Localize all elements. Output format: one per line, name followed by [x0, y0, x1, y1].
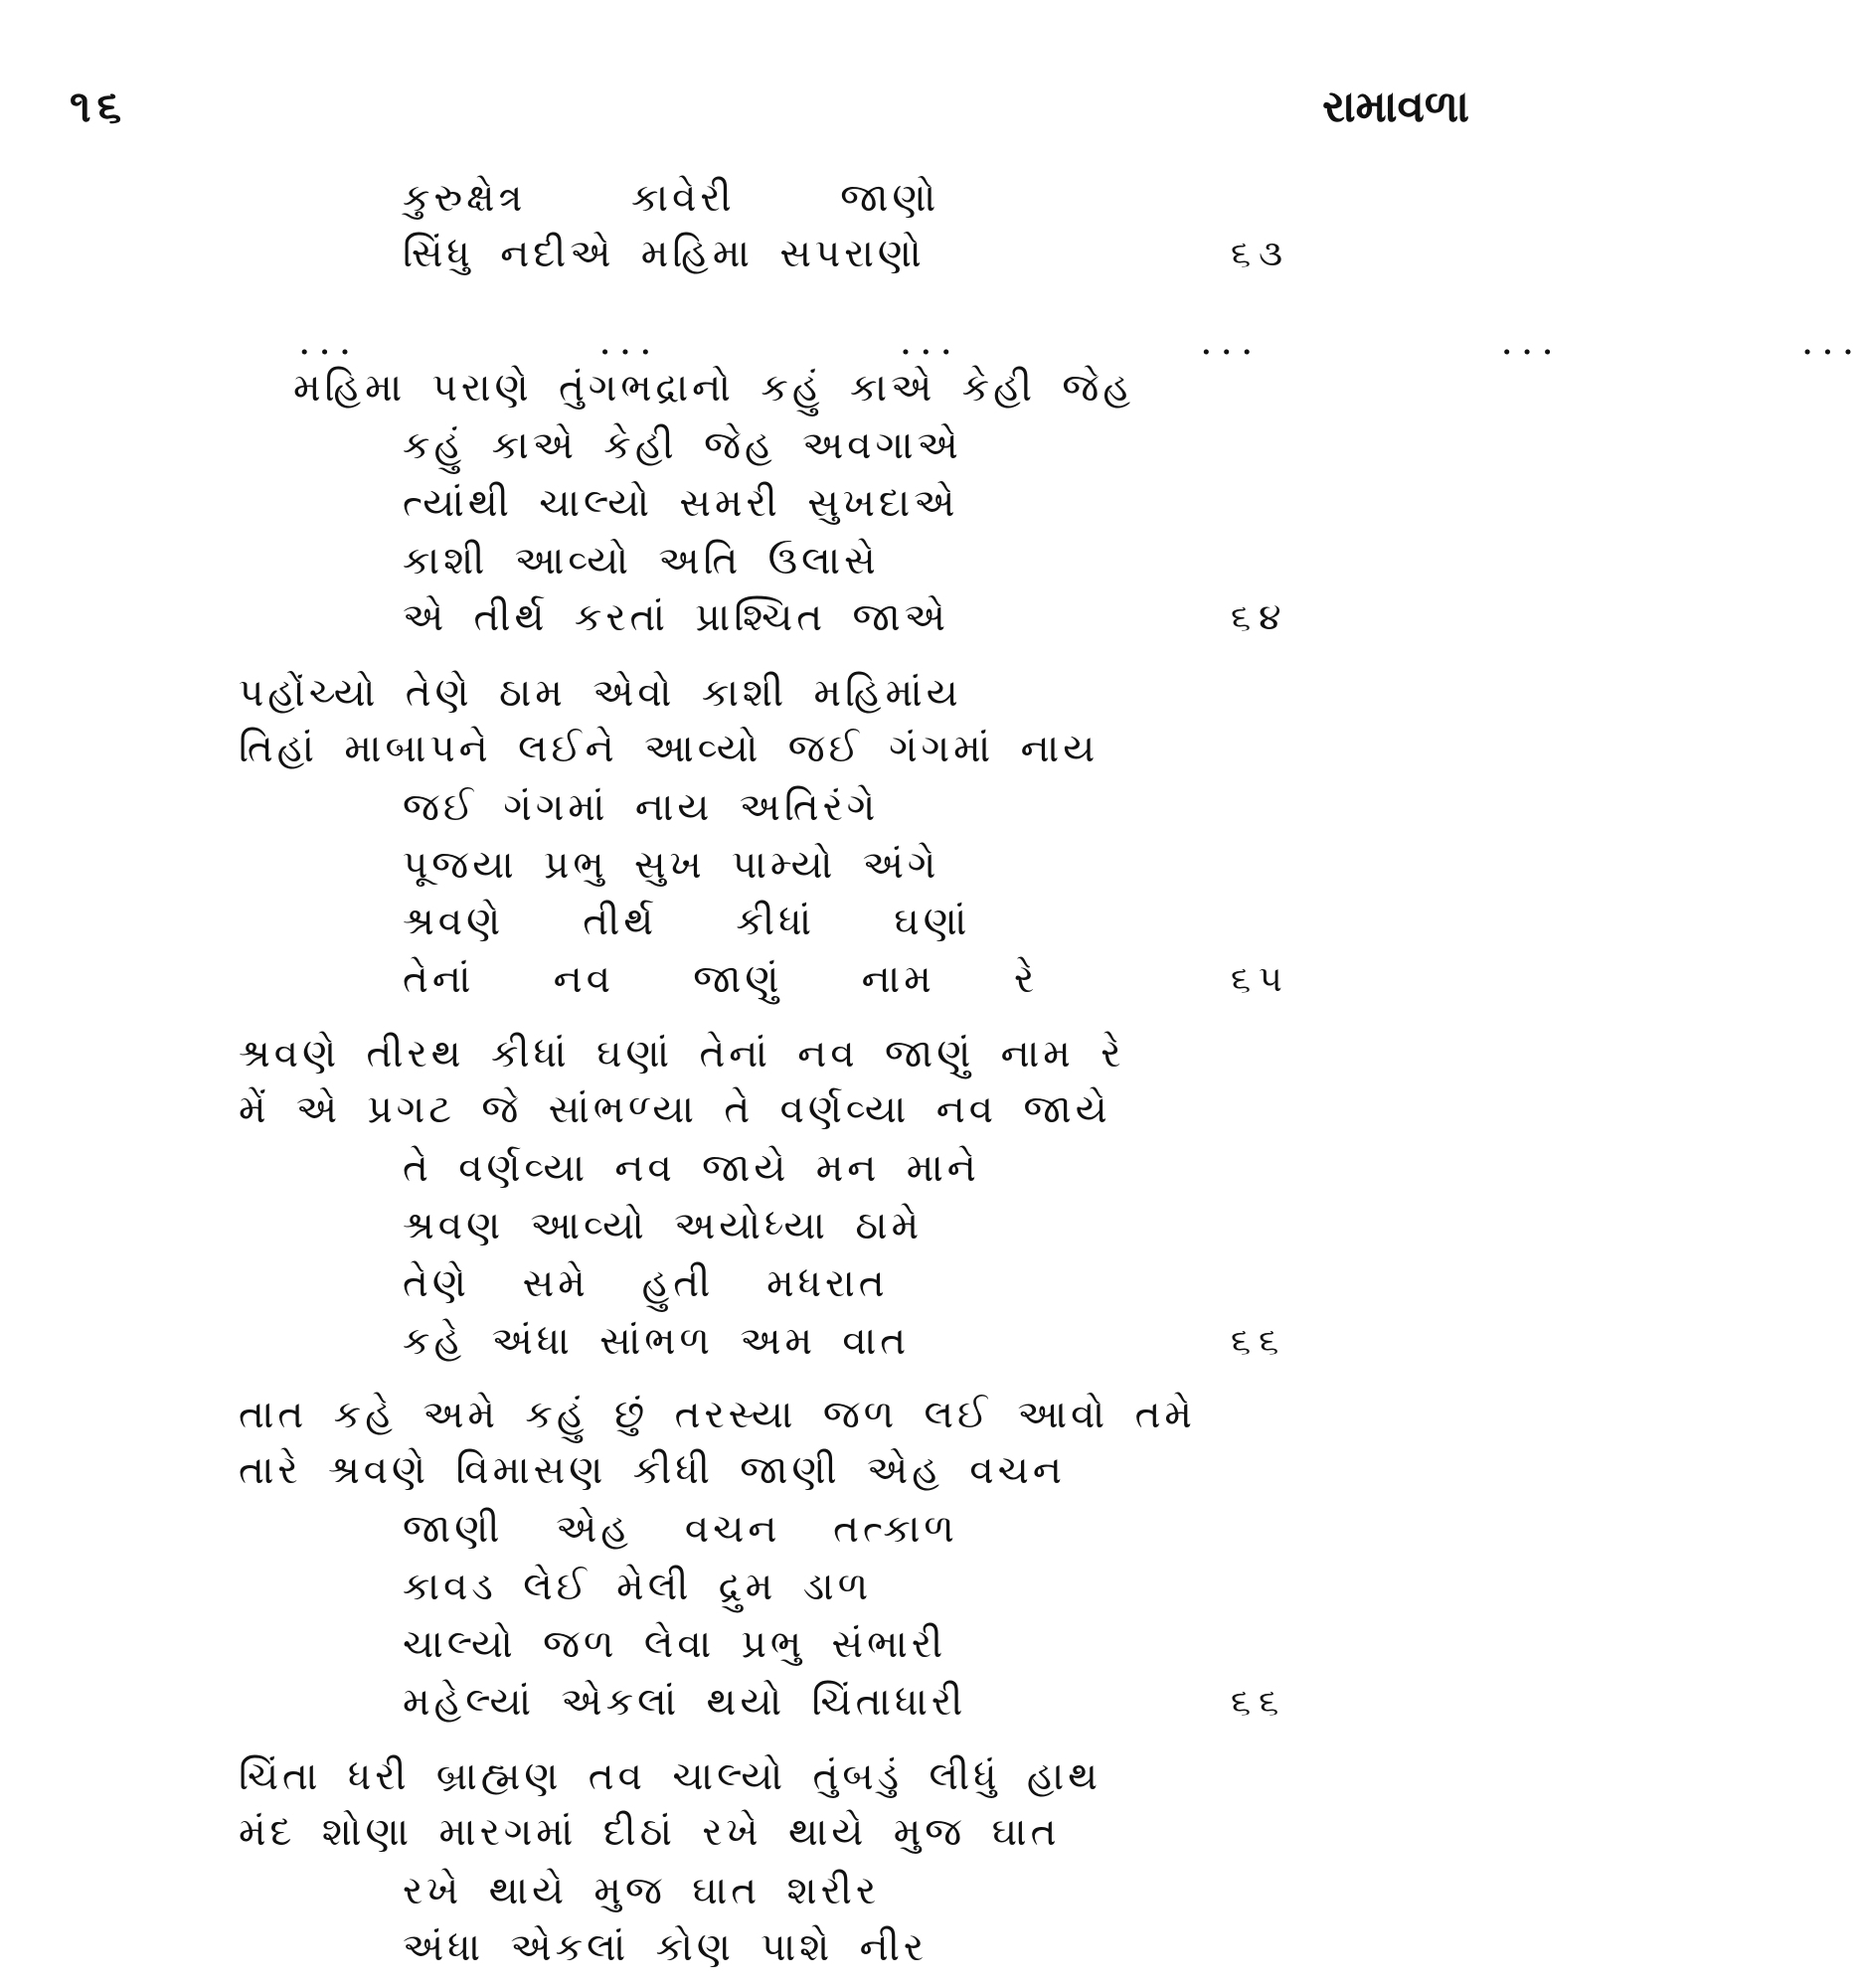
verse-line: તારે શ્રવણે વિમાસણ કીધી જાણી એહ વચન: [239, 1448, 1066, 1493]
verse-line: શ્રવણે તીર્થ કીધાં ઘણાં: [403, 900, 971, 944]
verse-line: એ તીર્થ કરતાં પ્રાશ્ચિત જાએ: [403, 595, 949, 640]
verse-line: શ્રવણ આવ્યો અયોધ્યા ઠામે: [403, 1204, 924, 1248]
verse-line: મહિમા પરાણે તુંગભદ્રાનો કહું કાએ કેહી જેહ: [293, 366, 1135, 411]
verse-number: ૬૫: [1231, 959, 1290, 1000]
verse-line: મેં એ પ્રગટ જે સાંભળ્યા તે વર્ણવ્યા નવ જાયે: [239, 1087, 1111, 1132]
verse-line: રખે થાયે મુજ ઘાત શરીર: [403, 1869, 881, 1913]
verse-line: કુરુક્ષેત્ર કાવેરી જાણો: [403, 176, 940, 221]
verse-number: ૬૬: [1231, 1682, 1287, 1723]
verse-line: કહે અંધા સાંભળ અમ વાત: [403, 1319, 911, 1364]
verse-number: ૬૬: [1231, 1321, 1287, 1362]
verse-number: ૬૪: [1231, 597, 1289, 638]
verse-line: સિંધુ નદીએ મહિમા સપરાણો: [403, 232, 926, 276]
verse-line: ચાલ્યો જળ લેવા પ્રભુ સંભારી: [403, 1622, 947, 1667]
verse-line: જઈ ગંગમાં નાય અતિરંગે: [403, 785, 880, 830]
verse-line: પહોંચ્યો તેણે ઠામ એવો કાશી મહિમાંય: [239, 671, 962, 716]
verse-line: કાશી આવ્યો અતિ ઉલાસે: [403, 539, 880, 583]
verse-line: તિહાં માબાપને લઈને આવ્યો જઈ ગંગમાં નાય: [239, 727, 1100, 771]
verse-line: પૂજયા પ્રભુ સુખ પામ્યો અંગે: [403, 843, 940, 888]
verse-line: તેનાં નવ જાણું નામ રે: [403, 957, 1039, 1002]
verse-line: કહું કાએ કેહી જેહ અવગાએ: [403, 423, 962, 468]
page-number: ૧૬: [70, 82, 128, 132]
verse-line: અંધા એકલાં કોણ પાશે નીર: [403, 1925, 929, 1970]
verse-line: તેણે સમે હુતી મધરાત: [403, 1261, 889, 1306]
verse-line: ચિંતા ધરી બ્રાહ્મણ તવ ચાલ્યો તુંબડું લીધું હાથ: [239, 1754, 1102, 1799]
verse-line: તે વર્ણવ્યા નવ જાયે મન માને: [403, 1146, 980, 1191]
verse-line: જાણી એહ વચન તત્કાળ: [403, 1507, 958, 1552]
running-title: રામાવળા: [1322, 82, 1469, 132]
verse-line: તાત કહે અમે કહું છું તરસ્યા જળ લઈ આવો તમે: [239, 1393, 1196, 1437]
verse-line: મંદ શોણા મારગમાં દીઠાં રખે થાયે મુજ ઘાત: [239, 1810, 1061, 1855]
verse-number: ૬૩: [1231, 234, 1291, 274]
verse-line: મહેલ્યાં એકલાં થયો ચિંતાધારી: [403, 1680, 967, 1725]
verse-line: કાવડ લેઈ મેલી દ્રુમ ડાળ: [403, 1565, 873, 1609]
verse-line: શ્રવણે તીરથ કીધાં ઘણાં તેનાં નવ જાણું નામ રે: [239, 1032, 1125, 1077]
omission-dots: ... ... ... ... ... ...: [298, 319, 1862, 364]
verse-line: ત્યાંથી ચાલ્યો સમરી સુખદાએ: [403, 481, 959, 526]
